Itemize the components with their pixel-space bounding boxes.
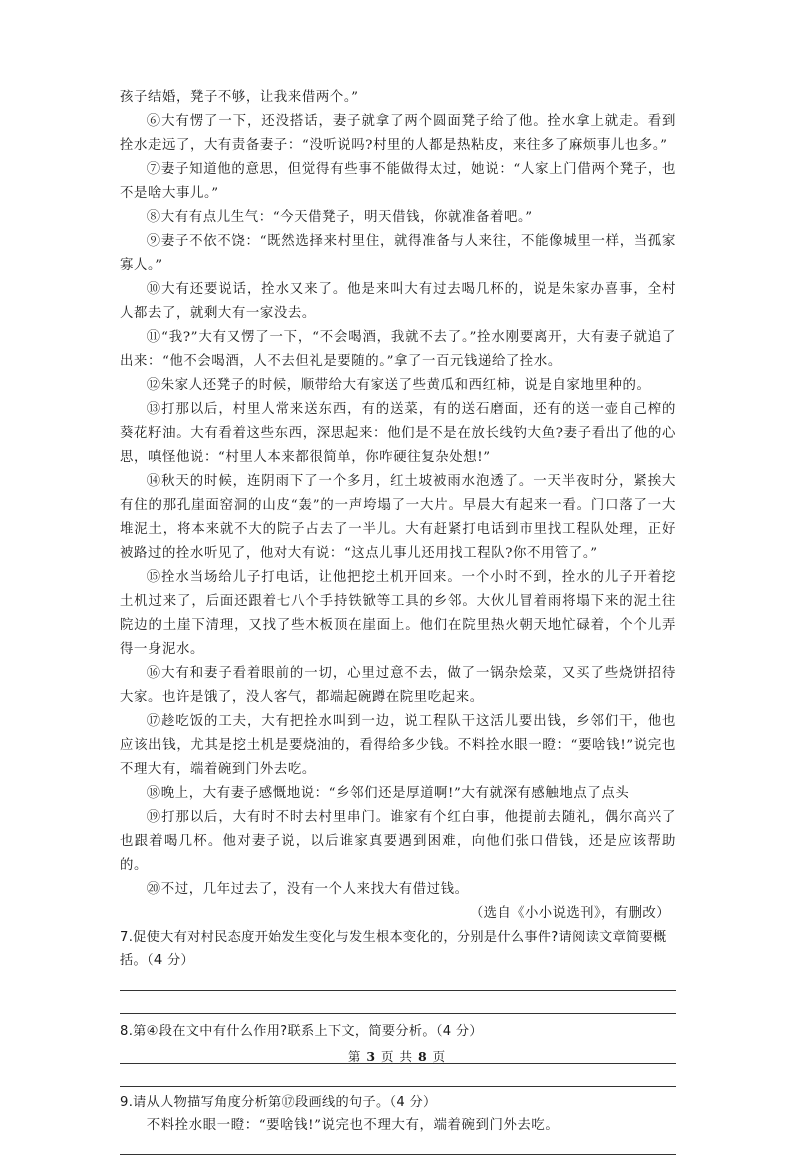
total-page-number: 8 — [417, 1049, 428, 1064]
story-paragraph: ⑲打那以后，大有时不时去村里串门。谁家有个红白事，他提前去随礼，偶尔高兴了也跟着喝几杯。他对妻子说，以后谁家真要遇到困难，向他们张口借钱，还是应该帮助的。 — [120, 810, 676, 873]
page-footer — [0, 1047, 794, 1065]
page-content — [120, 86, 676, 1155]
story-paragraph: ⑩大有还要说话，拴水又来了。他是来叫大有过去喝几杯的，说是朱家办喜事，全村人都去了，就剩大有一家没去。 — [120, 282, 676, 321]
question-9-text: 9.请从人物描写角度分析第⑰段画线的句子。（4 分） — [120, 1095, 437, 1110]
footer-suffix: 页 — [432, 1049, 447, 1064]
story-paragraph: ⑦妻子知道他的意思，但觉得有些事不能做得太过，她说：“人家上门借两个凳子，也不是啥大事儿。” — [120, 162, 676, 201]
story-body — [120, 86, 676, 926]
question-7 — [120, 926, 676, 1014]
story-paragraph: ⑳不过，几年过去了，没有一个人来找大有借过钱。 — [146, 882, 469, 897]
story-paragraph: ⑫朱家人还凳子的时候，顺带给大有家送了些黄瓜和西红柿，说是自家地里种的。 — [146, 378, 651, 393]
footer-prefix: 第 — [347, 1049, 362, 1064]
story-paragraph: ⑬打那以后，村里人常来送东西，有的送菜，有的送石磨面，还有的送一壶自己榨的葵花籽油。大有看着这些东西，深思起来：他们是不是在放长线钓大鱼?妻子看出了他的心思，嗔怪他说：“村里人本来都很简单，你咋硬往复杂处想!” — [120, 402, 676, 465]
story-paragraph: ⑭秋天的时候，连阴雨下了一个多月，红土坡被雨水泡透了。一天半夜时分，紧挨大有住的那孔崖面窑洞的山皮“轰”的一声垮塌了一大片。早晨大有起来一看。门口落了一大堆泥土，将本来就不大的院子占去了一半儿。大有赶紧打电话到市里找工程队处理，正好被路过的拴水听见了，他对大有说：“这点儿事儿还用找工程队?你不用管了。” — [120, 474, 676, 561]
story-paragraph: ⑱晚上，大有妻子感慨地说：“乡邻们还是厚道啊!”大有就深有感触地点了点头 — [146, 786, 630, 801]
question-7-text: 7.促使大有对村民态度开始发生变化与发生根本变化的，分别是什么事件?请阅读文章简要概括。（4 分） — [120, 930, 667, 968]
story-paragraph: ⑯大有和妻子看着眼前的一切，心里过意不去，做了一锅杂烩菜，又买了些烧饼招待大家。也许是饿了，没人客气，都端起碗蹲在院里吃起来。 — [120, 666, 676, 705]
story-paragraph: ⑮拴水当场给儿子打电话，让他把挖土机开回来。一个小时不到，拴水的儿子开着挖土机过来了，后面还跟着七八个手持铁锨等工具的乡邻。大伙儿冒着雨将塌下来的泥土往院边的土崖下清理，又找了些木板顶在崖面上。他们在院里热火朝天地忙碌着，个个儿弄得一身泥水。 — [120, 570, 676, 657]
story-paragraph: ⑪“我?”大有又愣了一下，“不会喝酒，我就不去了。”拴水刚要离开，大有妻子就追了出来：“他不会喝酒，人不去但礼是要随的。”拿了一百元钱递给了拴水。 — [120, 330, 676, 369]
story-paragraph: ⑧大有有点儿生气：“今天借凳子，明天借钱，你就准备着吧。” — [146, 210, 533, 225]
footer-middle: 页 共 — [381, 1049, 413, 1064]
question-9 — [120, 1091, 676, 1155]
story-paragraph: ⑰趁吃饭的工夫，大有把拴水叫到一边，说工程队干这活儿要出钱，乡邻们干，他也应该出钱，尤其是挖土机是要烧油的，看得给多少钱。不料拴水眼一瞪：“要啥钱!”说完也不理大有，端着碗到门外去吃。 — [120, 714, 676, 777]
story-paragraph: ⑥大有愣了一下，还没搭话，妻子就拿了两个圆面凳子给了他。拴水拿上就走。看到拴水走远了，大有责备妻子：“没听说吗?村里的人都是热粘皮，来往多了麻烦事儿也多。” — [120, 114, 676, 153]
story-paragraph: ⑨妻子不依不饶：“既然选择来村里住，就得准备与人来往，不能像城里一样，当孤家寡人。” — [120, 234, 676, 273]
current-page-number: 3 — [366, 1049, 377, 1064]
question-9-excerpt: 不料拴水眼一瞪：“要啥钱!”说完也不理大有，端着碗到门外去吃。 — [146, 1118, 560, 1133]
question-8-text: 8.第④段在文中有什么作用?联系上下文，简要分析。（4 分） — [120, 1024, 483, 1039]
source-citation: （选自《小小说选刊》，有删改） — [469, 906, 670, 921]
story-paragraph: 孩子结婚，凳子不够，让我来借两个。” — [120, 90, 359, 105]
